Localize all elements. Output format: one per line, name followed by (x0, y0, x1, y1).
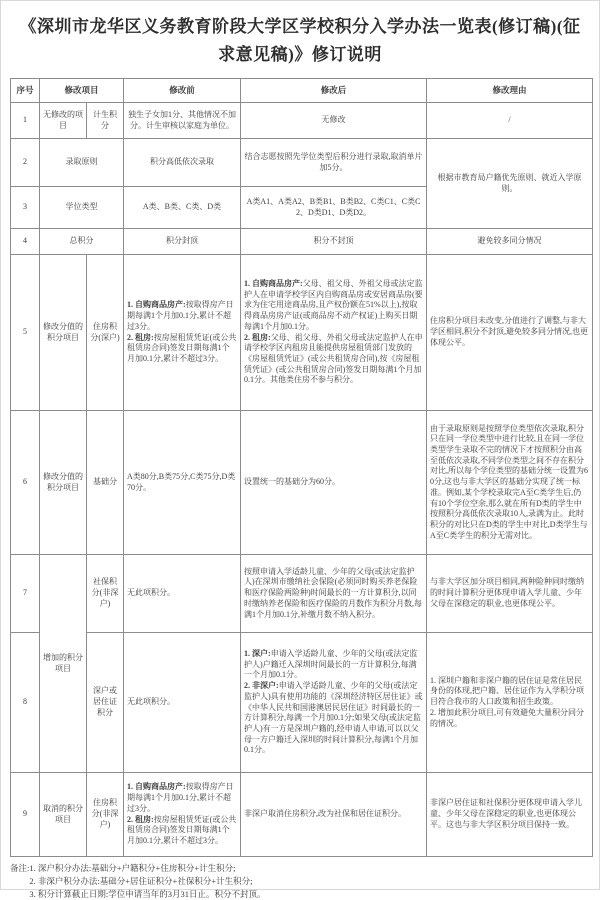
footnotes (10, 862, 590, 900)
cell-r1-after: 无修改 (241, 103, 427, 139)
item-label: 2. 租房: (244, 332, 271, 342)
cell-r9-category: 取消的积分项目 (40, 773, 87, 857)
footnote-line: 1. 深户积分办法:基础分+户籍积分+住房积分+计生积分; (29, 863, 236, 874)
cell-r9-reason: 非深户居住证和社保积分更体现申请入学儿童、少年父母在深稳定的职业,也更体现公平。这也与非大学区积分项目保持一致。 (427, 773, 593, 857)
cell-r3-after: A类A1、A类A2、B类B1、B类B2、C类C1、C类C2、D类D1、D类D2。 (241, 187, 427, 229)
cell-r2-before: 积分高低依次录取 (124, 139, 241, 187)
cell-r6-subitem: 基础分 (87, 411, 124, 555)
cell-r5-category: 修改分值的积分项目 (40, 255, 87, 411)
list-item (127, 333, 237, 365)
cell-r5-before (124, 255, 241, 411)
cell-r5-after (241, 255, 427, 411)
col-header-item: 修改项目 (40, 79, 124, 103)
table-row-7 (11, 555, 593, 633)
cell-r1-subitem: 计生积分 (87, 103, 124, 139)
table-row-5 (11, 255, 593, 411)
col-header-after: 修改后 (241, 79, 427, 103)
item-text: 父母、祖父母、外祖父母或法定监护人在申请学校学区内租房且能提供房屋租赁部门发放的《房屋租赁凭证》(或公共租赁房合同),按《房屋租赁凭证》(或公共租赁房合同)签发日期每满1个月加0.1分。其他类住房不参与积分。 (244, 332, 423, 385)
cell-r2r3-reason: 根据市教育局户籍优先原则、就近入学原则。 (427, 139, 593, 229)
cell-r4-no: 4 (11, 229, 40, 255)
cell-r6-before: A类80分,B类75分,C类75分,D类70分。 (124, 411, 241, 555)
cell-r6-category: 修改分值的积分项目 (40, 411, 87, 555)
item-text: 申请入学适龄儿童、少年的父母(或法定监护人)具有使用功能的《深圳经济特区居住证》或《中华人民共和国港澳居民居住证》时间最长的一方计算积分,每满一个月加0.1分;如果父母(或法定监护人)有一方是深圳户籍的,经申请人申请,可以以父母一方户籍迁入深圳的时间计算积分,每满1个月加0.1分。 (244, 681, 423, 755)
col-header-reason: 修改理由 (427, 79, 593, 103)
cell-r4-reason: 避免较多同分情况 (427, 229, 593, 255)
table-row-1 (11, 103, 593, 139)
footnote-line: 3. 积分计算截止日期:学位申请当年的3月31日止。积分不封顶。 (29, 888, 266, 899)
item-label: 2. 租房: (127, 814, 154, 824)
cell-r8-before: 无此项积分。 (124, 633, 241, 773)
item-label: 1. 自购商品房产: (127, 300, 186, 310)
header-row (11, 79, 593, 103)
footnote-line: 2. 非深户积分办法:基础分+居住证积分+社保积分+计生积分; (29, 875, 253, 886)
cell-r5-reason: 住房积分项目未改变,分值进行了调整,与非大学区相同,积分不封顶,避免较多同分情况,也更体现公平。 (427, 255, 593, 411)
item-text: 申请入学适龄儿童、少年的父母(或法定监护人)户籍迁入深圳时间最长的一方计算积分,每满一个月加0.1分。 (244, 648, 418, 680)
list-item (244, 279, 423, 333)
item-text: 父母、祖父母、外祖父母或法定监护人在申请学校学区内自购商品房或安居商品房(要求为住宅用途商品房,且产权份额在51%以上),按取得商品房房产证(或商品房不动产权证)上购买日期每满1个月加0.1分。 (244, 278, 423, 331)
cell-r9-subitem: 住房积分(非深户) (87, 773, 124, 857)
cell-r7-after: 按照申请入学适龄儿童、少年的父母(或法定监护人)在深圳市缴纳社会保险(必须同时购买养老保险和医疗保险两险种)时间最长的一方计算积分,以同时缴纳养老保险和医疗保险的月数作为积分月数,每满1个月加0.1分,补缴月数不纳入积分。 (241, 555, 427, 633)
cell-r2-after: 结合志愿按照先学位类型后积分进行录取,取消单片加5分。 (241, 139, 427, 187)
cell-r2-no: 2 (11, 139, 40, 187)
cell-r3-before: A类、B类、C类、D类 (124, 187, 241, 229)
item-label: 2. 非深户: (244, 681, 279, 691)
cell-r9-before (124, 773, 241, 857)
cell-r6-after: 设置统一的基础分为60分。 (241, 411, 427, 555)
cell-r8-after (241, 633, 427, 773)
col-header-no: 序号 (11, 79, 40, 103)
cell-r3-no: 3 (11, 187, 40, 229)
item-text: 按房屋租赁凭证(或公共租赁房合同)签发日期每满1个月加0.1分,累计不超过3分。 (127, 332, 237, 363)
cell-r1-category: 无修改的项目 (40, 103, 87, 139)
cell-r6-reason: 由于录取原则是按照学位类型依次录取,积分只在同一学位类型中进行比较,且在同一学位类型学生录取不完的情况下才按照积分由高至低依次录取,不同学位类型之间不存在积分对比,所以每个学位类型的基础分统一设置为60分,这也与非大学区的基础分实现了统一标准。例如,某个学校录取完A至C类学生后,仍有10个学位空余,那么就在所有D类的学生中按照积分高低依次录取10人,录满为止。此时积分的对比只在D类的学生中对比,D类学生与A至C类学生的积分无需对比。 (427, 411, 593, 555)
cell-r7-subitem: 社保积分(非深户) (87, 555, 124, 633)
list-item (244, 649, 423, 681)
item-label: 1. 自购商品房产: (244, 278, 303, 288)
reason-line: 2. 增加此积分项目,可有效避免大量积分同分的情况。 (430, 707, 585, 728)
item-label: 2. 租房: (127, 332, 154, 342)
table-row-6 (11, 411, 593, 555)
list-item (244, 333, 423, 387)
cell-r7-before: 无此项积分。 (124, 555, 241, 633)
cell-r7-no: 7 (11, 555, 40, 633)
cell-r9-no: 9 (11, 773, 40, 857)
cell-r2-category: 录取原则 (40, 139, 124, 187)
page-title: 《深圳市龙华区义务教育阶段大学区学校积分入学办法一览表(修订稿)(征求意见稿)》修订说明 (19, 17, 581, 64)
cell-r8-no: 8 (11, 633, 40, 773)
col-header-before: 修改前 (124, 79, 241, 103)
list-item (127, 782, 237, 814)
cell-r8-subitem: 深户或居住证积分 (87, 633, 124, 773)
table-row-8 (11, 633, 593, 773)
cell-r3-category: 学位类型 (40, 187, 124, 229)
cell-r6-no: 6 (11, 411, 40, 555)
revision-table (10, 78, 593, 857)
cell-r9-after: 非深户取消住房积分,改为社保和居住证积分。 (241, 773, 427, 857)
cell-r5-subitem: 住房积分(深户) (87, 255, 124, 411)
cell-r7-reason: 与非大学区加分项目相同,两种险种同时缴纳的时间计算积分更体现申请入学儿童、少年父母在深稳定的职业,也更体现公平。 (427, 555, 593, 633)
table-row-2 (11, 139, 593, 187)
list-item (127, 815, 237, 847)
footnotes-label: 备注: (10, 863, 30, 874)
table-row-4 (11, 229, 593, 255)
item-text: 按取得房产日期每满1个月加0.1分,累计不超过3分。 (127, 300, 234, 331)
cell-r8-reason (427, 633, 593, 773)
cell-r5-no: 5 (11, 255, 40, 411)
item-text: 按取得房产日期每满1个月加0.1分,累计不超过3分。 (127, 782, 234, 813)
list-item (244, 681, 423, 756)
cell-r1-reason: / (427, 103, 593, 139)
cell-r7r8-category: 增加的积分项目 (40, 555, 87, 773)
cell-r4-after: 积分不封顶 (241, 229, 427, 255)
cell-r4-category: 总积分 (40, 229, 124, 255)
item-label: 1. 深户: (244, 648, 271, 658)
reason-line: 1. 深圳户籍和非深户籍的居住证是常住居民身份的体现,把户籍、居住证作为入学积分项目符合我市的人口政策和招生政策。 (430, 675, 585, 707)
list-item (127, 300, 237, 332)
item-label: 1. 自购商品房产: (127, 782, 186, 792)
footnotes-lines (29, 862, 265, 900)
cell-r1-before: 独生子女加1分、其他情况不加分。计生审核以家庭为单位。 (124, 103, 241, 139)
cell-r4-before: 积分封顶 (124, 229, 241, 255)
item-text: 按房屋租赁凭证(或公共租赁房合同)签发日期每满1个月加0.1分,累计不超过3分。 (127, 814, 237, 845)
table-row-9 (11, 773, 593, 857)
cell-r1-no: 1 (11, 103, 40, 139)
